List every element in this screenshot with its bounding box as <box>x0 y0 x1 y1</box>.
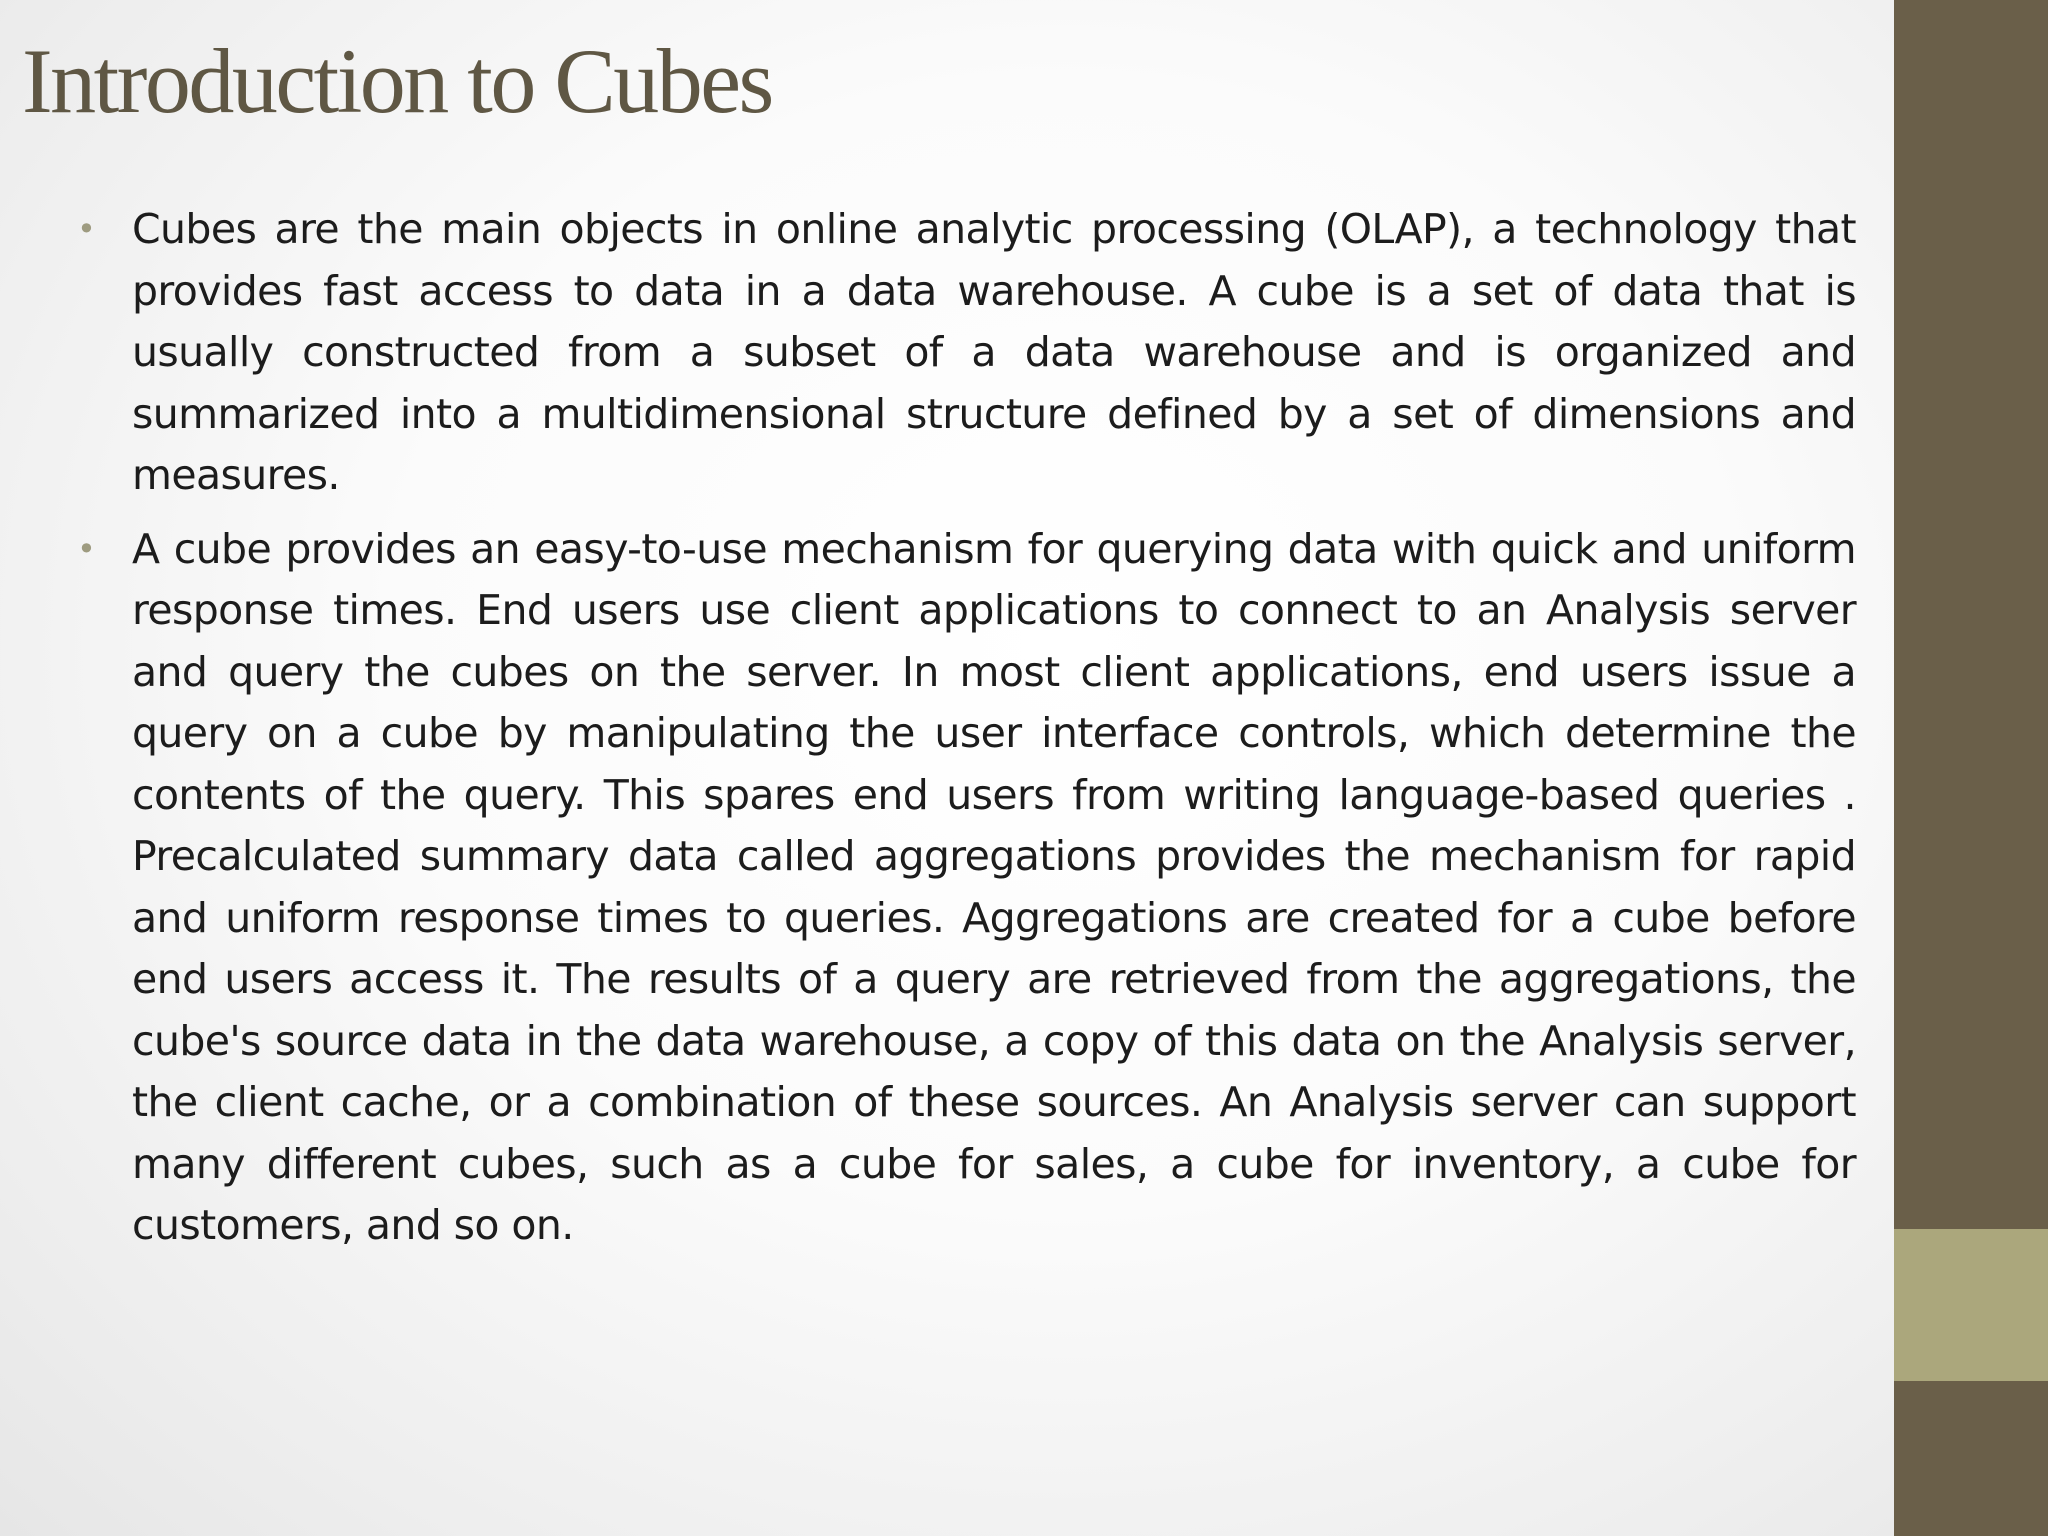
side-decor-accent <box>1894 1229 2048 1381</box>
bullet-text: A cube provides an easy-to-use mechanism for querying data with quick and uniform response times. End users use client applications to connect to an Analysis server and query the cubes on the server. In most client applications, end users issue a query on a cube by manipulating the user interface controls, which determine the contents of the query. This spares end users from writing language-based queries . Precalculated summary data called aggregations provides the mechanism for rapid and uniform response times to queries. Aggregations are created for a cube before end users access it. The results of a query are retrieved from the aggregations, the cube's source data in the data warehouse, a copy of this data on the Analysis server, the client cache, or a combination of these sources. An Analysis server can support many different cubes, such as a cube for sales, a cube for inventory, a cube for customers, and so on. <box>132 524 1856 1249</box>
bullet-text: Cubes are the main objects in online analytic processing (OLAP), a technology that provides fast access to data in a data warehouse. A cube is a set of data that is usually constructed from a subset of a data warehouse and is organized and summarized into a multidimensional structure defined by a set of dimensions and measures. <box>132 205 1856 499</box>
bullet-icon: • <box>77 529 96 568</box>
bullet-item <box>77 519 1856 1257</box>
bullet-list <box>77 199 1856 1269</box>
bullet-item <box>77 199 1856 507</box>
slide-title: Introduction to Cubes <box>22 30 772 132</box>
bullet-icon: • <box>77 210 96 248</box>
